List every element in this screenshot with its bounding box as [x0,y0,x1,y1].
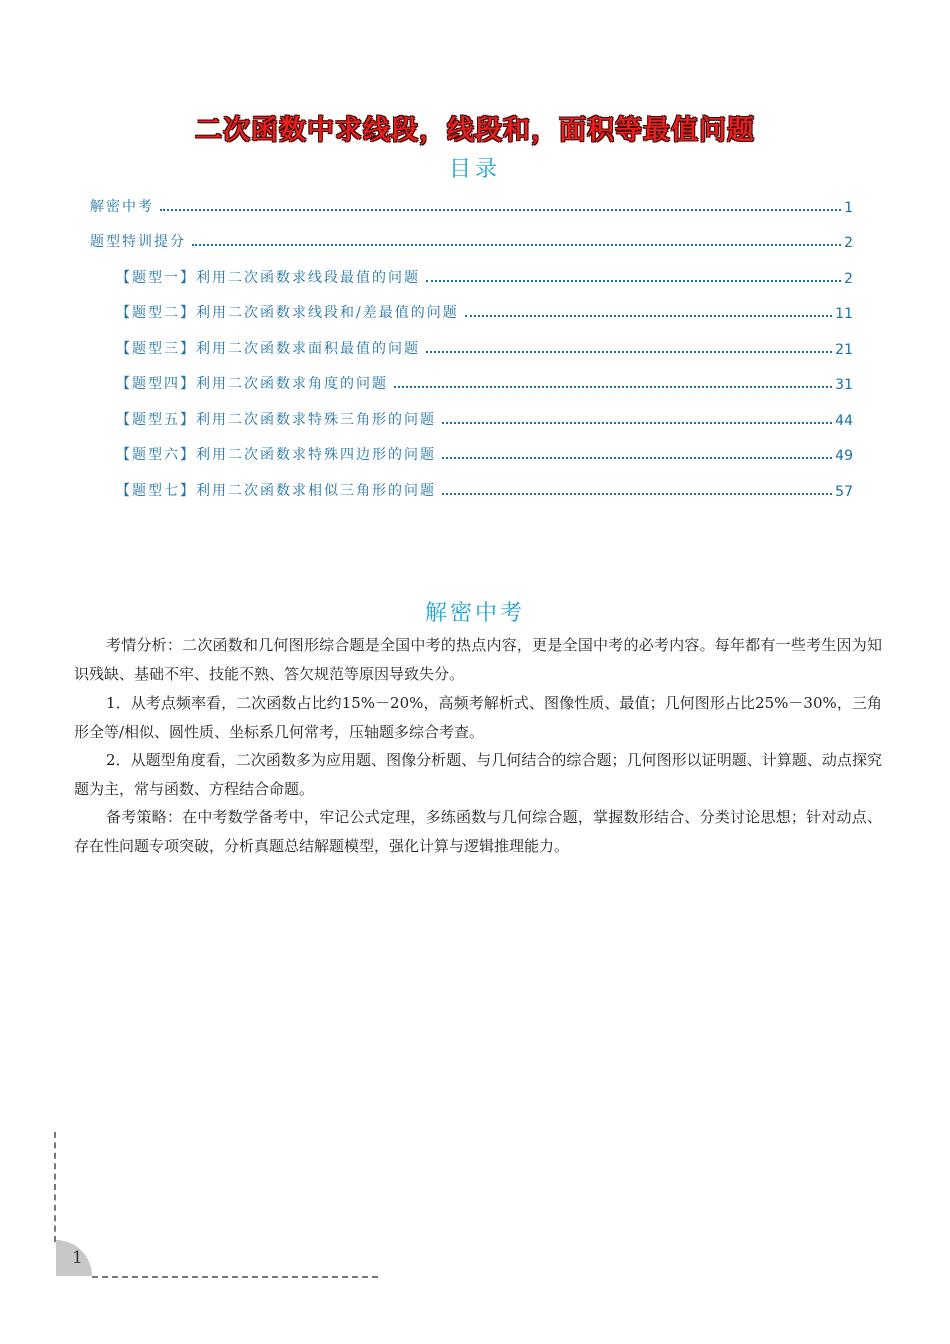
toc-entry-page: 21 [835,342,853,358]
toc-entry[interactable] [116,334,853,358]
paragraph-frequency: 1．从考点频率看，二次函数占比约15%－20%，高频考解析式、图像性质、最值；几何图形占比25%－30%，三角形全等/相似、圆性质、坐标系几何常考，压轴题多综合考查。 [74,694,882,741]
document-title: 二次函数中求线段，线段和，面积等最值问题 [195,115,755,146]
toc-entry-label: 解密中考 [90,199,154,215]
toc-leader-dots [426,350,832,353]
toc-entry-page: 49 [835,448,853,464]
toc-entry[interactable] [90,227,853,251]
toc-entry[interactable] [116,440,853,464]
page-number: 1 [56,1240,92,1276]
page-frame-vertical [54,1132,56,1242]
toc-entry-page: 2 [844,271,853,287]
toc-entry-label: 题型特训提分 [90,234,186,250]
toc-entry-label: 【题型一】利用二次函数求线段最值的问题 [116,270,420,286]
toc-entry-label: 【题型三】利用二次函数求面积最值的问题 [116,341,420,357]
toc-entry[interactable] [116,298,853,322]
toc-entry-label: 【题型六】利用二次函数求特殊四边形的问题 [116,447,436,463]
toc-entry[interactable] [116,405,853,429]
paragraph-question-types: 2．从题型角度看，二次函数多为应用题、图像分析题、与几何结合的综合题；几何图形以证明题、计算题、动点探究题为主，常与函数、方程结合命题。 [74,751,882,798]
toc-leader-dots [442,456,832,459]
toc-entry-label: 【题型二】利用二次函数求线段和/差最值的问题 [116,305,459,321]
toc-leader-dots [160,208,841,211]
toc-leader-dots [465,314,832,317]
toc-entry-page: 1 [844,200,853,216]
toc-entry-page: 11 [835,306,853,322]
toc-entry[interactable] [116,263,853,287]
toc-heading: 目录 [448,157,501,182]
toc-leader-dots [192,243,841,246]
toc-leader-dots [394,385,832,388]
section-heading: 解密中考 [424,601,525,626]
toc-entry-page: 44 [835,413,853,429]
toc-entry-label: 【题型四】利用二次函数求角度的问题 [116,376,388,392]
toc-entry[interactable] [116,369,853,393]
toc-entry-page: 57 [835,484,853,500]
toc-entry-page: 2 [844,235,853,251]
toc-leader-dots [442,492,832,495]
toc-entry-label: 【题型七】利用二次函数求相似三角形的问题 [116,483,436,499]
paragraph-analysis: 考情分析：二次函数和几何图形综合题是全国中考的热点内容，更是全国中考的必考内容。每年都有一些考生因为知识残缺、基础不牢、技能不熟、答欠规范等原因导致失分。 [74,636,882,683]
paragraph-strategy: 备考策略：在中考数学备考中，牢记公式定理，多练函数与几何综合题，掌握数形结合、分类讨论思想；针对动点、存在性问题专项突破，分析真题总结解题模型，强化计算与逻辑推理能力。 [74,808,882,855]
toc-entry-page: 31 [835,377,853,393]
toc-entry-label: 【题型五】利用二次函数求特殊三角形的问题 [116,412,436,428]
toc-entry[interactable] [116,476,853,500]
toc-leader-dots [442,421,832,424]
toc-leader-dots [426,279,841,282]
page-frame-horizontal [92,1276,378,1278]
toc-entry[interactable] [90,192,853,216]
